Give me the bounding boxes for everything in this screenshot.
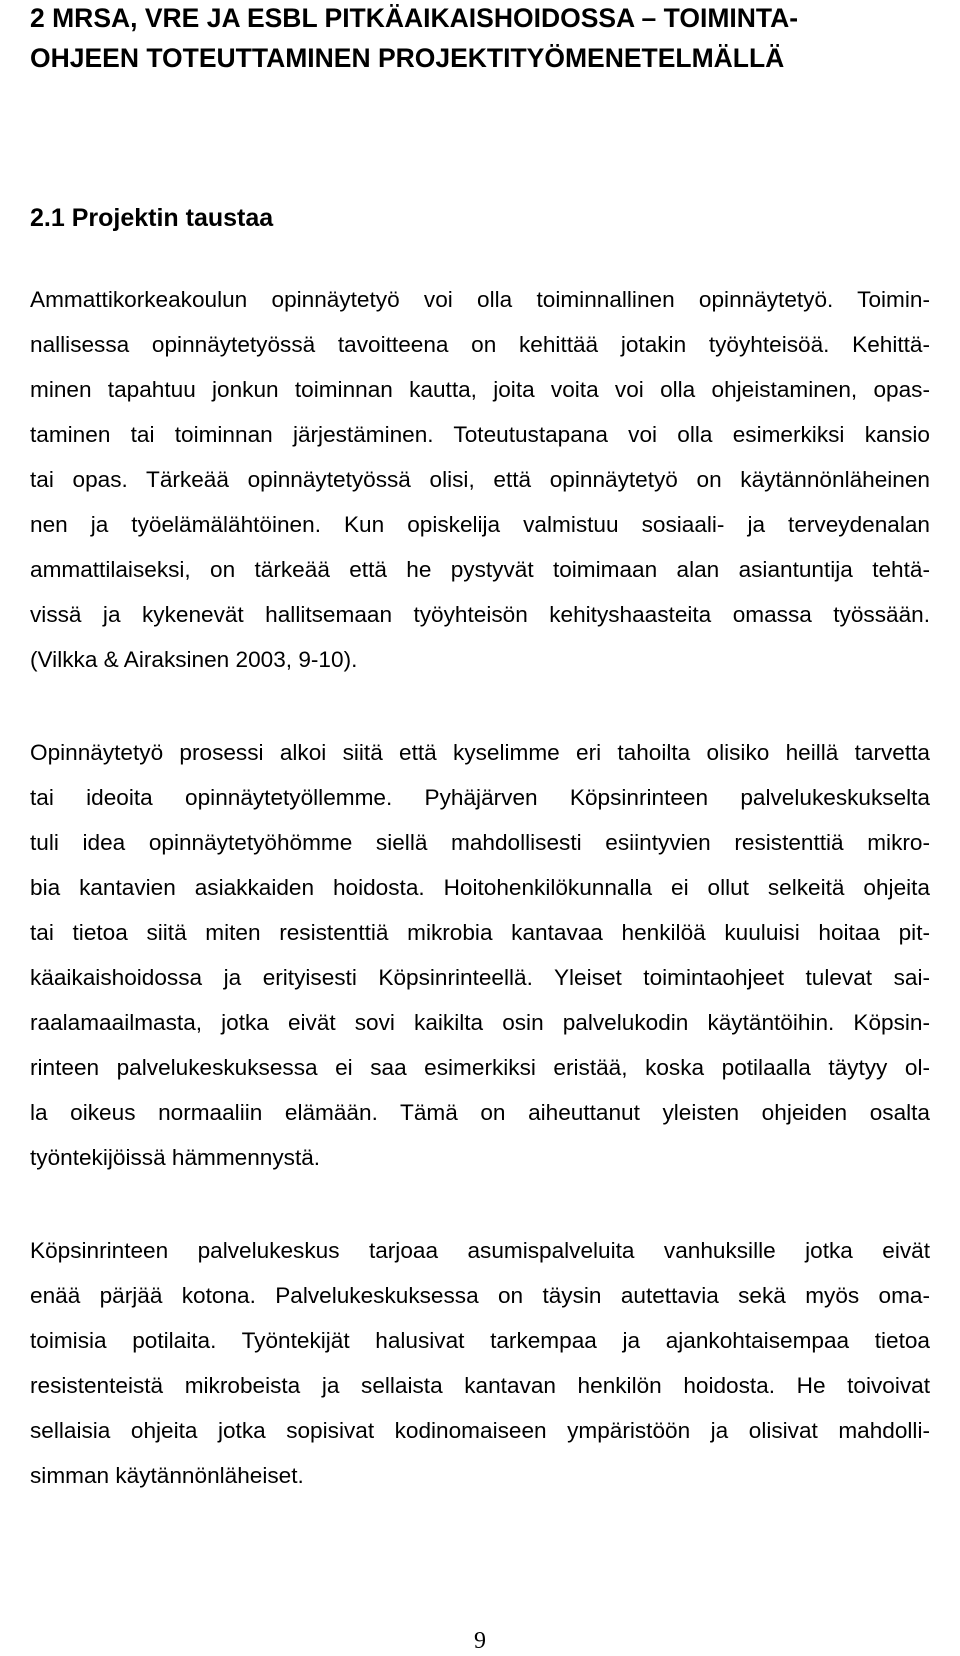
paragraph-line: raalamaailmasta, jotka eivät sovi kaikilta osin palvelukodin käytäntöihin. Köpsin-: [30, 1010, 930, 1035]
paragraph-line: rinteen palvelukeskuksessa ei saa esimerkiksi eristää, koska potilaalla täytyy ol-: [30, 1055, 930, 1080]
paragraph-line: resistenteistä mikrobeista ja sellaista kantavan henkilön hoidosta. He toivoivat: [30, 1373, 930, 1398]
paragraph-line: nallisessa opinnäytetyössä tavoitteena on kehittää jotakin työyhteisöä. Kehittä-: [30, 332, 930, 357]
paragraph-line: nen ja työelämälähtöinen. Kun opiskelija valmistuu sosiaali- ja terveydenalan: [30, 512, 930, 537]
paragraph-line: taminen tai toiminnan järjestäminen. Toteutustapana voi olla esimerkiksi kansio: [30, 422, 930, 447]
paragraph-line: (Vilkka & Airaksinen 2003, 9-10).: [30, 647, 358, 672]
paragraph-line: Opinnäytetyö prosessi alkoi siitä että kyselimme eri tahoilta olisiko heillä tarvetta: [30, 740, 930, 765]
paragraph-line: tai tietoa siitä miten resistenttiä mikrobia kantavaa henkilöä kuuluisi hoitaa pit-: [30, 920, 930, 945]
paragraph-line: toimisia potilaita. Työntekijät halusivat tarkempaa ja ajankohtaisempaa tietoa: [30, 1328, 930, 1353]
paragraph-line: ammattilaiseksi, on tärkeää että he pystyvät toimimaan alan asiantuntija tehtä-: [30, 557, 930, 582]
paragraph-line: minen tapahtuu jonkun toiminnan kautta, joita voita voi olla ohjeistaminen, opas-: [30, 377, 930, 402]
chapter-title-line-1: 2 MRSA, VRE JA ESBL PITKÄAIKAISHOIDOSSA – TOIMINTA-: [30, 3, 799, 33]
page-number: 9: [474, 1628, 486, 1654]
paragraph-line: vissä ja kykenevät hallitsemaan työyhteisön kehityshaasteita omassa työssään.: [30, 602, 930, 627]
paragraph-line: sellaisia ohjeita jotka sopisivat kodinomaiseen ympäristöön ja olisivat mahdolli-: [30, 1418, 930, 1443]
section-title: 2.1 Projektin taustaa: [30, 204, 274, 232]
paragraph-line: Ammattikorkeakoulun opinnäytetyö voi olla toiminnallinen opinnäytetyö. Toimin-: [30, 287, 930, 312]
paragraph-line: simman käytännönläheiset.: [30, 1463, 304, 1488]
paragraph-line: Köpsinrinteen palvelukeskus tarjoaa asumispalveluita vanhuksille jotka eivät: [30, 1238, 930, 1263]
paragraph-line: tuli idea opinnäytetyöhömme siellä mahdollisesti esiintyvien resistenttiä mikro-: [30, 830, 930, 855]
paragraph-line: bia kantavien asiakkaiden hoidosta. Hoitohenkilökunnalla ei ollut selkeitä ohjeita: [30, 875, 930, 900]
paragraph-line: käaikaishoidossa ja erityisesti Köpsinrinteellä. Yleiset toimintaohjeet tulevat sai-: [30, 965, 930, 990]
paragraph-line: työntekijöissä hämmennystä.: [30, 1145, 321, 1170]
paragraph-line: tai ideoita opinnäytetyöllemme. Pyhäjärven Köpsinrinteen palvelukeskukselta: [30, 785, 930, 810]
chapter-title-line-2: OHJEEN TOTEUTTAMINEN PROJEKTITYÖMENETELMÄLLÄ: [30, 43, 785, 73]
paragraph-line: la oikeus normaaliin elämään. Tämä on aiheuttanut yleisten ohjeiden osalta: [30, 1100, 930, 1125]
paragraph-line: enää pärjää kotona. Palvelukeskuksessa on täysin autettavia sekä myös oma-: [30, 1283, 930, 1308]
paragraph-line: tai opas. Tärkeää opinnäytetyössä olisi, että opinnäytetyö on käytännönläheinen: [30, 467, 930, 492]
